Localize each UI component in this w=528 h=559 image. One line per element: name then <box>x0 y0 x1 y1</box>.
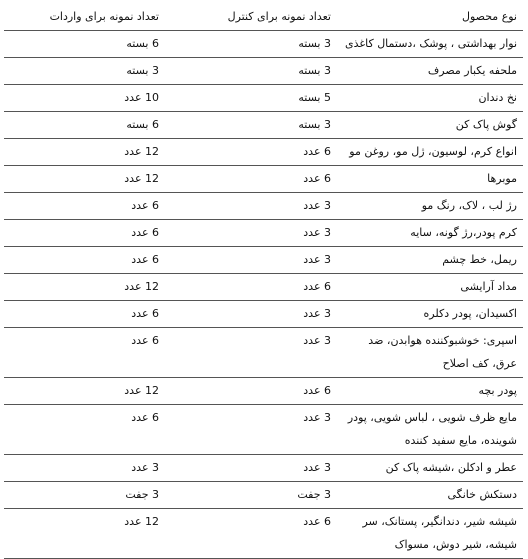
cell-product-type: کرم پودر،رژ گونه، سایه <box>337 220 523 247</box>
cell-product-type: دستکش خانگی <box>337 482 523 509</box>
cell-import-samples: 12 عدد <box>4 509 165 559</box>
table-row <box>4 482 523 509</box>
cell-import-samples: 12 عدد <box>4 139 165 166</box>
header-product-type: نوع محصول <box>461 10 517 23</box>
cell-control-samples: 6 عدد <box>165 166 337 193</box>
cell-control-samples: 3 عدد <box>165 455 337 482</box>
table-row <box>4 193 523 220</box>
table-row <box>4 274 523 301</box>
cell-product-type: شیشه شیر، دندانگیر، پستانک، سر شیشه، شیر دوش، مسواک <box>337 509 523 559</box>
cell-product-type: رژ لب ، لاک، رنگ مو <box>337 193 523 220</box>
header-import-samples: تعداد نمونه برای واردات <box>49 10 159 23</box>
cell-import-samples: 12 عدد <box>4 378 165 405</box>
table-row <box>4 85 523 112</box>
table-header <box>4 3 523 31</box>
cell-import-samples: 6 عدد <box>4 193 165 220</box>
cell-product-type: مداد آرایشی <box>337 274 523 301</box>
cell-product-type: انواع کرم، لوسیون، ژل مو، روغن مو <box>337 139 523 166</box>
cell-import-samples: 6 بسته <box>4 112 165 139</box>
cell-product-type: اسپری: خوشبوکننده هوابدن، ضد عرق، کف اصلاح <box>337 328 523 378</box>
table-body <box>4 31 523 559</box>
header-row <box>4 3 523 31</box>
cell-product-type: پودر بچه <box>337 378 523 405</box>
table-row <box>4 509 523 559</box>
cell-control-samples: 5 بسته <box>165 85 337 112</box>
cell-product-type: اکسیدان، پودر دکلره <box>337 301 523 328</box>
table-row <box>4 112 523 139</box>
sample-count-table-container <box>4 3 523 559</box>
cell-control-samples: 3 عدد <box>165 328 337 378</box>
cell-import-samples: 3 عدد <box>4 455 165 482</box>
table-row <box>4 139 523 166</box>
cell-import-samples: 3 جفت <box>4 482 165 509</box>
cell-control-samples: 3 عدد <box>165 247 337 274</box>
cell-product-type: گوش پاک کن <box>337 112 523 139</box>
cell-control-samples: 3 عدد <box>165 193 337 220</box>
table-row <box>4 405 523 455</box>
cell-control-samples: 6 عدد <box>165 378 337 405</box>
table-row <box>4 31 523 58</box>
table-row <box>4 328 523 378</box>
cell-control-samples: 3 بسته <box>165 58 337 85</box>
cell-control-samples: 3 بسته <box>165 31 337 58</box>
table-row <box>4 301 523 328</box>
cell-control-samples: 3 عدد <box>165 301 337 328</box>
cell-product-type: ملحفه یکبار مصرف <box>337 58 523 85</box>
cell-control-samples: 6 عدد <box>165 274 337 301</box>
table-row <box>4 220 523 247</box>
cell-import-samples: 6 عدد <box>4 301 165 328</box>
cell-product-type: موبرها <box>337 166 523 193</box>
sample-count-table <box>4 3 523 559</box>
table-row <box>4 166 523 193</box>
cell-control-samples: 3 عدد <box>165 405 337 455</box>
cell-import-samples: 3 بسته <box>4 58 165 85</box>
cell-control-samples: 6 عدد <box>165 139 337 166</box>
cell-product-type: عطر و ادکلن ،شیشه پاک کن <box>337 455 523 482</box>
cell-control-samples: 3 بسته <box>165 112 337 139</box>
table-row <box>4 247 523 274</box>
cell-control-samples: 6 عدد <box>165 509 337 559</box>
cell-product-type: نوار بهداشتی ، پوشک ،دستمال کاغذی <box>337 31 523 58</box>
cell-import-samples: 6 عدد <box>4 405 165 455</box>
cell-product-type: ریمل، خط چشم <box>337 247 523 274</box>
cell-import-samples: 12 عدد <box>4 166 165 193</box>
cell-import-samples: 6 بسته <box>4 31 165 58</box>
cell-import-samples: 6 عدد <box>4 328 165 378</box>
table-row <box>4 455 523 482</box>
table-row <box>4 378 523 405</box>
table-row <box>4 58 523 85</box>
cell-import-samples: 6 عدد <box>4 220 165 247</box>
cell-control-samples: 3 جفت <box>165 482 337 509</box>
cell-import-samples: 6 عدد <box>4 247 165 274</box>
cell-import-samples: 12 عدد <box>4 274 165 301</box>
cell-import-samples: 10 عدد <box>4 85 165 112</box>
header-control-samples: تعداد نمونه برای کنترل <box>227 10 331 23</box>
cell-product-type: مایع ظرف شویی ، لباس شویی، پودر شوینده، مایع سفید کننده <box>337 405 523 455</box>
cell-control-samples: 3 عدد <box>165 220 337 247</box>
cell-product-type: نخ دندان <box>337 85 523 112</box>
